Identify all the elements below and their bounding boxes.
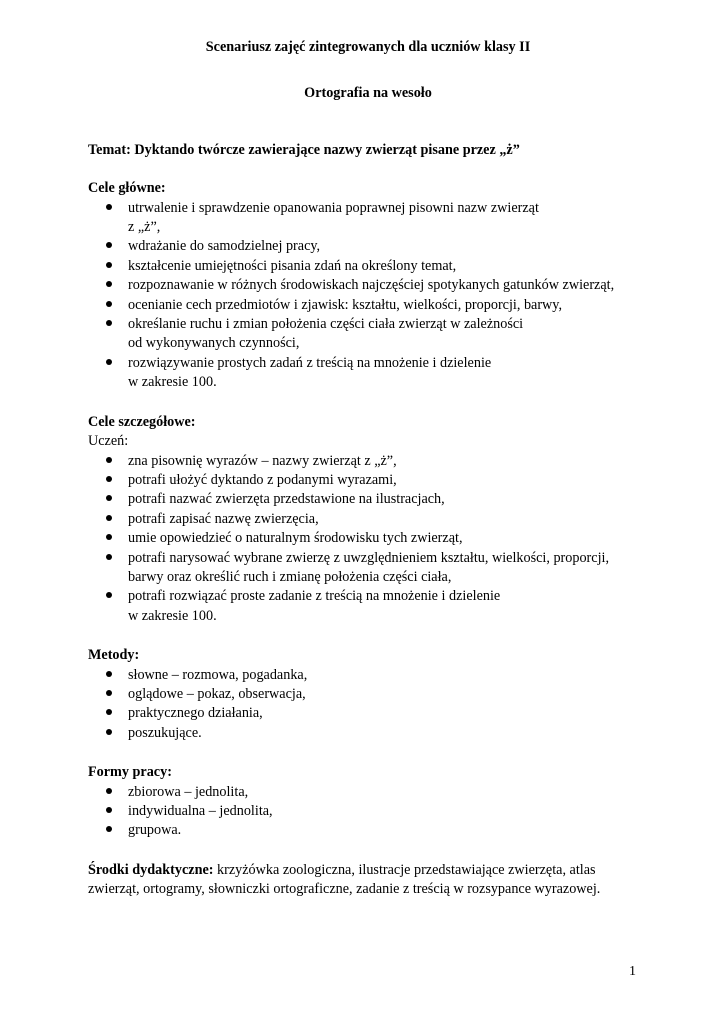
list-item (88, 471, 648, 490)
section (88, 413, 648, 626)
list-item-text: rozwiązywanie prostych zadań z treścią na mnożenie i dzielenie w zakresie 100. (128, 354, 492, 391)
bullet-icon (106, 242, 112, 248)
list-item-text: oglądowe – pokaz, obserwacja, (128, 685, 306, 702)
list-item-text: poszukujące. (128, 724, 202, 741)
bullet-icon (106, 592, 112, 598)
list-item (88, 549, 648, 588)
list-item-text: indywidualna – jednolita, (128, 803, 273, 819)
list-item (88, 529, 648, 548)
list-item (88, 237, 648, 256)
list-item-text: zna pisownię wyrazów – nazwy zwierząt z „ż”, (128, 452, 397, 469)
teaching-aids-section (88, 861, 648, 900)
list-item (88, 704, 648, 723)
list-item-text: grupowa. (128, 822, 182, 839)
bullet-icon (106, 671, 112, 677)
section-heading: Cele główne: (88, 180, 166, 197)
list-item (88, 354, 648, 393)
bullet-icon (106, 515, 112, 521)
list-item-text: rozpoznawanie w różnych środowiskach najczęściej spotykanych gatunków zwierząt, (128, 277, 615, 294)
list-item-text: kształcenie umiejętności pisania zdań na określony temat, (128, 257, 457, 274)
bullet-list (88, 783, 648, 841)
section (88, 646, 648, 743)
bullet-icon (106, 204, 112, 210)
list-item (88, 199, 648, 238)
bullet-icon (106, 709, 112, 715)
sections-container (88, 179, 648, 841)
lesson-topic: Temat: Dyktando twórcze zawierające nazwy zwierząt pisane przez „ż” (88, 141, 520, 158)
list-item-text: zbiorowa – jednolita, (128, 783, 249, 800)
bullet-list (88, 452, 648, 627)
list-item-text: potrafi zapisać nazwę zwierzęcia, (128, 510, 319, 527)
section-heading: Metody: (88, 647, 140, 664)
list-item (88, 802, 648, 821)
bullet-icon (106, 359, 112, 365)
document-page (88, 38, 648, 900)
list-item (88, 821, 648, 840)
list-item-text: potrafi rozwiązać proste zadanie z treścią na mnożenie i dzielenie w zakresie 100. (128, 588, 501, 624)
list-item-text: umie opowiedzieć o naturalnym środowisku tych zwierząt, (128, 530, 463, 547)
list-item (88, 490, 648, 509)
bullet-icon (106, 729, 112, 735)
list-item-text: potrafi nazwać zwierzęta przedstawione na ilustracjach, (128, 491, 445, 508)
list-item-text: słowne – rozmowa, pogadanka, (128, 666, 308, 683)
list-item (88, 783, 648, 802)
bullet-icon (106, 534, 112, 540)
list-item (88, 452, 648, 471)
list-item (88, 685, 648, 704)
bullet-list (88, 666, 648, 744)
bullet-icon (106, 690, 112, 696)
list-item (88, 296, 648, 315)
section-intro: Uczeń: (88, 433, 129, 450)
bullet-icon (106, 262, 112, 268)
bullet-icon (106, 476, 112, 482)
teaching-aids-label: Środki dydaktyczne: (88, 861, 214, 878)
section (88, 179, 648, 392)
list-item (88, 315, 648, 354)
teaching-aids-text: krzyżówka zoologiczna, ilustracje przedstawiające zwierzęta, atlas zwierząt, ortogramy, słowniczki ortograficzne, zadanie z treścią w rozsypance wyrazowej. (88, 861, 601, 898)
list-item (88, 510, 648, 529)
document-subtitle: Ortografia na wesoło (304, 85, 432, 102)
bullet-icon (106, 788, 112, 794)
list-item-text: wdrażanie do samodzielnej pracy, (128, 238, 321, 255)
list-item-text: potrafi ułożyć dyktando z podanymi wyrazami, (128, 471, 397, 488)
section-heading: Cele szczegółowe: (88, 413, 196, 430)
bullet-icon (106, 301, 112, 307)
bullet-icon (106, 826, 112, 832)
bullet-icon (106, 457, 112, 463)
list-item-text: praktycznego działania, (128, 705, 263, 722)
bullet-list (88, 199, 648, 393)
list-item-text: ocenianie cech przedmiotów i zjawisk: kształtu, wielkości, proporcji, barwy, (128, 296, 563, 313)
page-number: 1 (629, 964, 636, 979)
list-item-text: utrwalenie i sprawdzenie opanowania poprawnej pisowni nazw zwierząt z „ż”, (128, 199, 539, 236)
list-item-text: określanie ruchu i zmian położenia części ciała zwierząt w zależności od wykonywanych czynności, (128, 316, 524, 352)
section-heading: Formy pracy: (88, 764, 172, 781)
teaching-aids-paragraph (88, 861, 648, 900)
list-item (88, 724, 648, 743)
bullet-icon (106, 495, 112, 501)
bullet-icon (106, 320, 112, 326)
bullet-icon (106, 807, 112, 813)
list-item (88, 257, 648, 276)
list-item-text: potrafi narysować wybrane zwierzę z uwzględnieniem kształtu, wielkości, proporcji, barwy oraz określić ruch i zmianę położenia części ciała, (128, 549, 610, 585)
bullet-icon (106, 281, 112, 287)
list-item (88, 276, 648, 295)
section (88, 763, 648, 841)
list-item (88, 666, 648, 685)
document-title: Scenariusz zajęć zintegrowanych dla uczniów klasy II (205, 39, 531, 55)
bullet-icon (106, 554, 112, 560)
list-item (88, 587, 648, 626)
